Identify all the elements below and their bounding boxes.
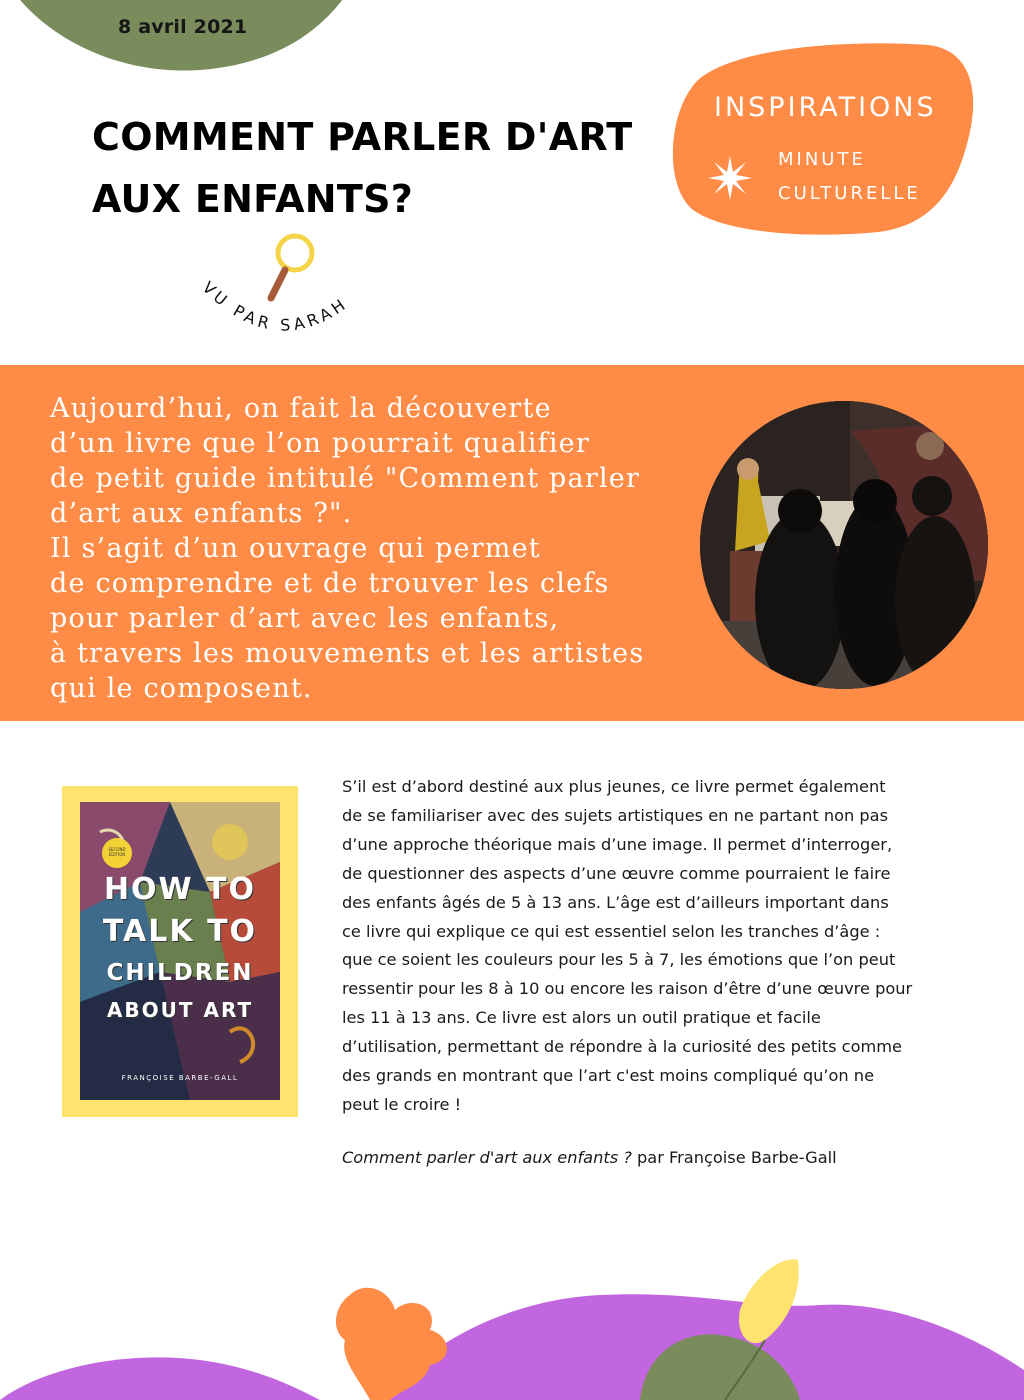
book-edition-badge: SECOND EDITION [102, 838, 132, 868]
credit-author: par Françoise Barbe-Gall [631, 1148, 837, 1167]
book-title-line-1: HOW TO [103, 872, 257, 907]
article-body [342, 773, 977, 1120]
article-line: de se familiariser avec des sujets artistiques en ne partant non pas [342, 805, 889, 825]
book-title-line-2: TALK TO [102, 914, 258, 949]
article-line: les 11 à 13 ans. Ce livre est alors un outil pratique et facile [342, 1008, 821, 1028]
intro-line: de petit guide intitulé "Comment parler [50, 463, 641, 494]
svg-text:VU PAR SARAH [199, 278, 352, 335]
article-line: des grands en montrant que l’art c'est moins compliqué qu’on ne [342, 1066, 875, 1086]
article-line: d’une approche théorique mais d’une image. Il permet d’interroger, [342, 834, 893, 854]
date-label: 8 avril 2021 [118, 16, 248, 38]
intro-line: qui le composent. [50, 673, 313, 704]
book-credit [342, 1148, 977, 1167]
book-title-line-3: CHILDREN [106, 960, 254, 986]
article-line: des enfants âgés de 5 à 13 ans. L’âge est d’ailleurs important dans [342, 892, 889, 912]
inspirations-badge-shape [668, 40, 980, 236]
title-line-2: AUX ENFANTS? [92, 177, 414, 221]
book-title-line-4: ABOUT ART [106, 998, 254, 1022]
intro-paragraph [50, 391, 700, 706]
intro-line: Il s’agit d’un ouvrage qui permet [50, 533, 541, 564]
article-line: ce livre qui explique ce qui est essentiel selon les tranches d’âge : [342, 921, 881, 941]
author-arc-label [180, 215, 400, 355]
credit-book-title: Comment parler d'art aux enfants ? [342, 1148, 632, 1167]
badge-subtitle-line-1: MINUTE [778, 149, 866, 170]
title-line-1: COMMENT PARLER D'ART [92, 115, 633, 159]
sparkle-icon [706, 154, 754, 202]
intro-line: d’un livre que l’on pourrait qualifier [50, 428, 590, 459]
badge-subtitle-line-2: CULTURELLE [778, 183, 921, 204]
intro-line: Aujourd’hui, on fait la découverte [50, 393, 552, 424]
author-tag-text: VU PAR SARAH [198, 277, 352, 335]
article-line: que ce soient les couleurs pour les 5 à 7, les émotions que l’on peut [342, 950, 896, 970]
article-line: S’il est d’abord destiné aux plus jeunes, ce livre permet également [342, 777, 886, 796]
book-author: FRANÇOISE BARBE-GALL [121, 1074, 239, 1082]
page-title [92, 106, 692, 230]
intro-line: à travers les mouvements et les artistes [50, 638, 645, 669]
article-line: peut le croire ! [342, 1094, 462, 1114]
article-line: ressentir pour les 8 à 10 ou encore les raison d’être d’une œuvre pour [342, 979, 913, 999]
badge-title: INSPIRATIONS [714, 92, 937, 123]
intro-line: pour parler d’art avec les enfants, [50, 603, 560, 634]
storytelling-photo [700, 401, 988, 689]
decorative-shapes-bottom [0, 1250, 1024, 1400]
article-line: d’utilisation, permettant de répondre à la curiosité des petits comme [342, 1037, 902, 1057]
intro-line: d’art aux enfants ?". [50, 498, 353, 529]
book-cover [80, 802, 280, 1100]
article-line: de questionner des aspects d’une œuvre comme pourraient le faire [342, 863, 891, 883]
intro-line: de comprendre et de trouver les clefs [50, 568, 610, 599]
